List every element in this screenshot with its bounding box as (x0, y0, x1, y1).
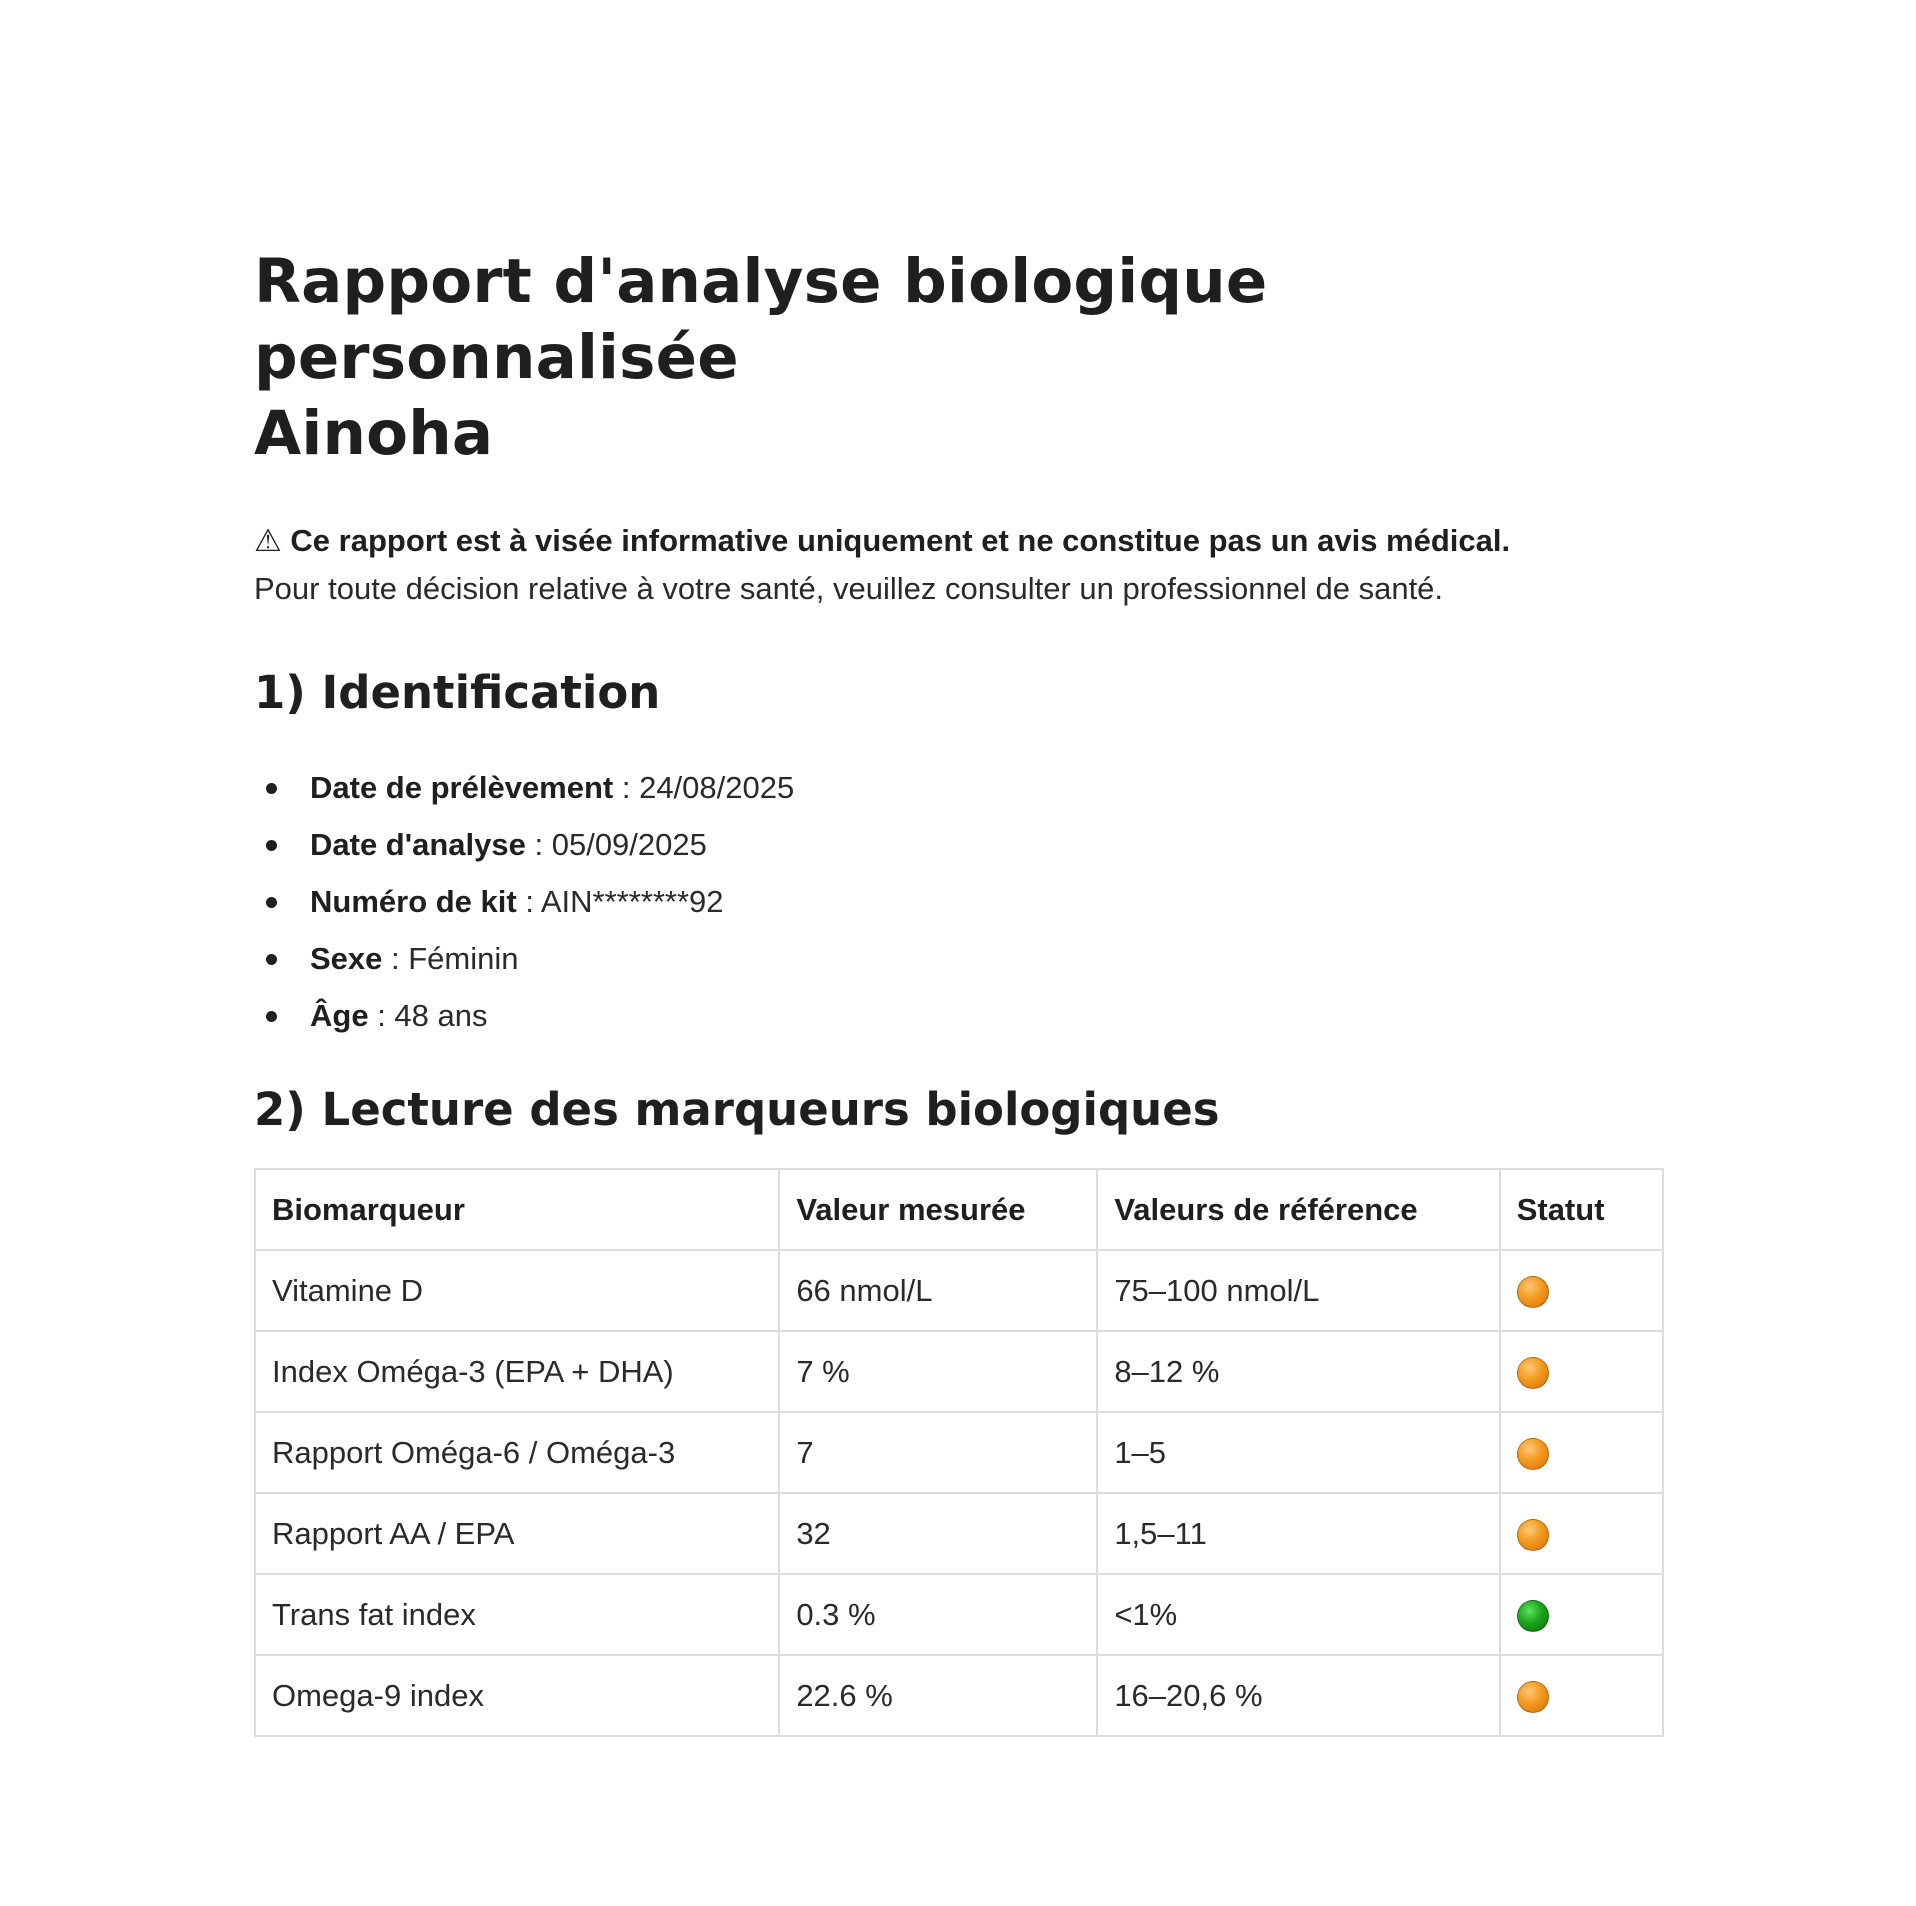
report-title-line1: Rapport d'analyse biologique personnalisée (254, 246, 1268, 393)
table-row (255, 1250, 1663, 1331)
column-header-reference: Valeurs de référence (1097, 1169, 1499, 1250)
cell-reference: 1,5–11 (1097, 1493, 1499, 1574)
cell-biomarqueur: Omega-9 index (255, 1655, 779, 1736)
cell-valeur: 66 nmol/L (779, 1250, 1097, 1331)
cell-valeur: 32 (779, 1493, 1097, 1574)
cell-biomarqueur: Rapport Oméga-6 / Oméga-3 (255, 1412, 779, 1493)
disclaimer-text: Pour toute décision relative à votre santé, veuillez consulter un professionnel de santé. (254, 571, 1444, 606)
bullet-icon (266, 840, 277, 851)
identification-item-sexe: Sexe : Féminin (254, 930, 1664, 987)
table-row (255, 1412, 1663, 1493)
identification-value: Féminin (408, 941, 519, 976)
report-title (254, 244, 1664, 472)
status-dot-icon (1517, 1357, 1549, 1389)
bullet-icon (266, 1011, 277, 1022)
cell-reference: 16–20,6 % (1097, 1655, 1499, 1736)
identification-list (254, 759, 1664, 1044)
cell-valeur: 7 % (779, 1331, 1097, 1412)
identification-label: Date de prélèvement (310, 770, 614, 805)
table-row (255, 1574, 1663, 1655)
cell-reference: 8–12 % (1097, 1331, 1499, 1412)
cell-biomarqueur: Index Oméga-3 (EPA + DHA) (255, 1331, 779, 1412)
status-dot-icon (1517, 1600, 1549, 1632)
markers-table (254, 1168, 1664, 1737)
column-header-valeur: Valeur mesurée (779, 1169, 1097, 1250)
bullet-icon (266, 954, 277, 965)
cell-statut (1500, 1250, 1663, 1331)
bullet-icon (266, 783, 277, 794)
cell-statut (1500, 1655, 1663, 1736)
column-header-statut: Statut (1500, 1169, 1663, 1250)
identification-value: 05/09/2025 (551, 827, 707, 862)
disclaimer-warning (254, 517, 1664, 565)
identification-label: Âge (310, 998, 369, 1033)
table-row (255, 1493, 1663, 1574)
cell-biomarqueur: Trans fat index (255, 1574, 779, 1655)
bullet-icon (266, 897, 277, 908)
report-page (254, 244, 1664, 1737)
identification-label: Sexe (310, 941, 383, 976)
warning-icon: ⚠ (254, 523, 282, 558)
cell-statut (1500, 1331, 1663, 1412)
status-dot-icon (1517, 1438, 1549, 1470)
identification-item-age: Âge : 48 ans (254, 987, 1664, 1044)
cell-statut (1500, 1493, 1663, 1574)
identification-label: Date d'analyse (310, 827, 526, 862)
column-header-biomarqueur: Biomarqueur (255, 1169, 779, 1250)
identification-item-date-analyse: Date d'analyse : 05/09/2025 (254, 816, 1664, 873)
cell-biomarqueur: Vitamine D (255, 1250, 779, 1331)
identification-value: AIN********92 (540, 884, 724, 919)
disclaimer (254, 517, 1664, 613)
cell-valeur: 7 (779, 1412, 1097, 1493)
cell-reference: <1% (1097, 1574, 1499, 1655)
cell-reference: 75–100 nmol/L (1097, 1250, 1499, 1331)
identification-label: Numéro de kit (310, 884, 517, 919)
table-row (255, 1331, 1663, 1412)
status-dot-icon (1517, 1276, 1549, 1308)
table-header-row (255, 1169, 1663, 1250)
cell-valeur: 22.6 % (779, 1655, 1097, 1736)
identification-item-date-prelevement: Date de prélèvement : 24/08/2025 (254, 759, 1664, 816)
identification-item-numero-kit: Numéro de kit : AIN********92 (254, 873, 1664, 930)
status-dot-icon (1517, 1519, 1549, 1551)
report-title-line2: Ainoha (254, 398, 494, 469)
identification-value: 48 ans (394, 998, 488, 1033)
cell-biomarqueur: Rapport AA / EPA (255, 1493, 779, 1574)
identification-heading: 1) Identification (254, 666, 661, 719)
identification-value: 24/08/2025 (639, 770, 795, 805)
cell-statut (1500, 1412, 1663, 1493)
markers-heading: 2) Lecture des marqueurs biologiques (254, 1083, 1220, 1136)
cell-valeur: 0.3 % (779, 1574, 1097, 1655)
disclaimer-bold-text: Ce rapport est à visée informative uniquement et ne constitue pas un avis médical. (290, 523, 1511, 558)
cell-reference: 1–5 (1097, 1412, 1499, 1493)
status-dot-icon (1517, 1681, 1549, 1713)
table-row (255, 1655, 1663, 1736)
cell-statut (1500, 1574, 1663, 1655)
